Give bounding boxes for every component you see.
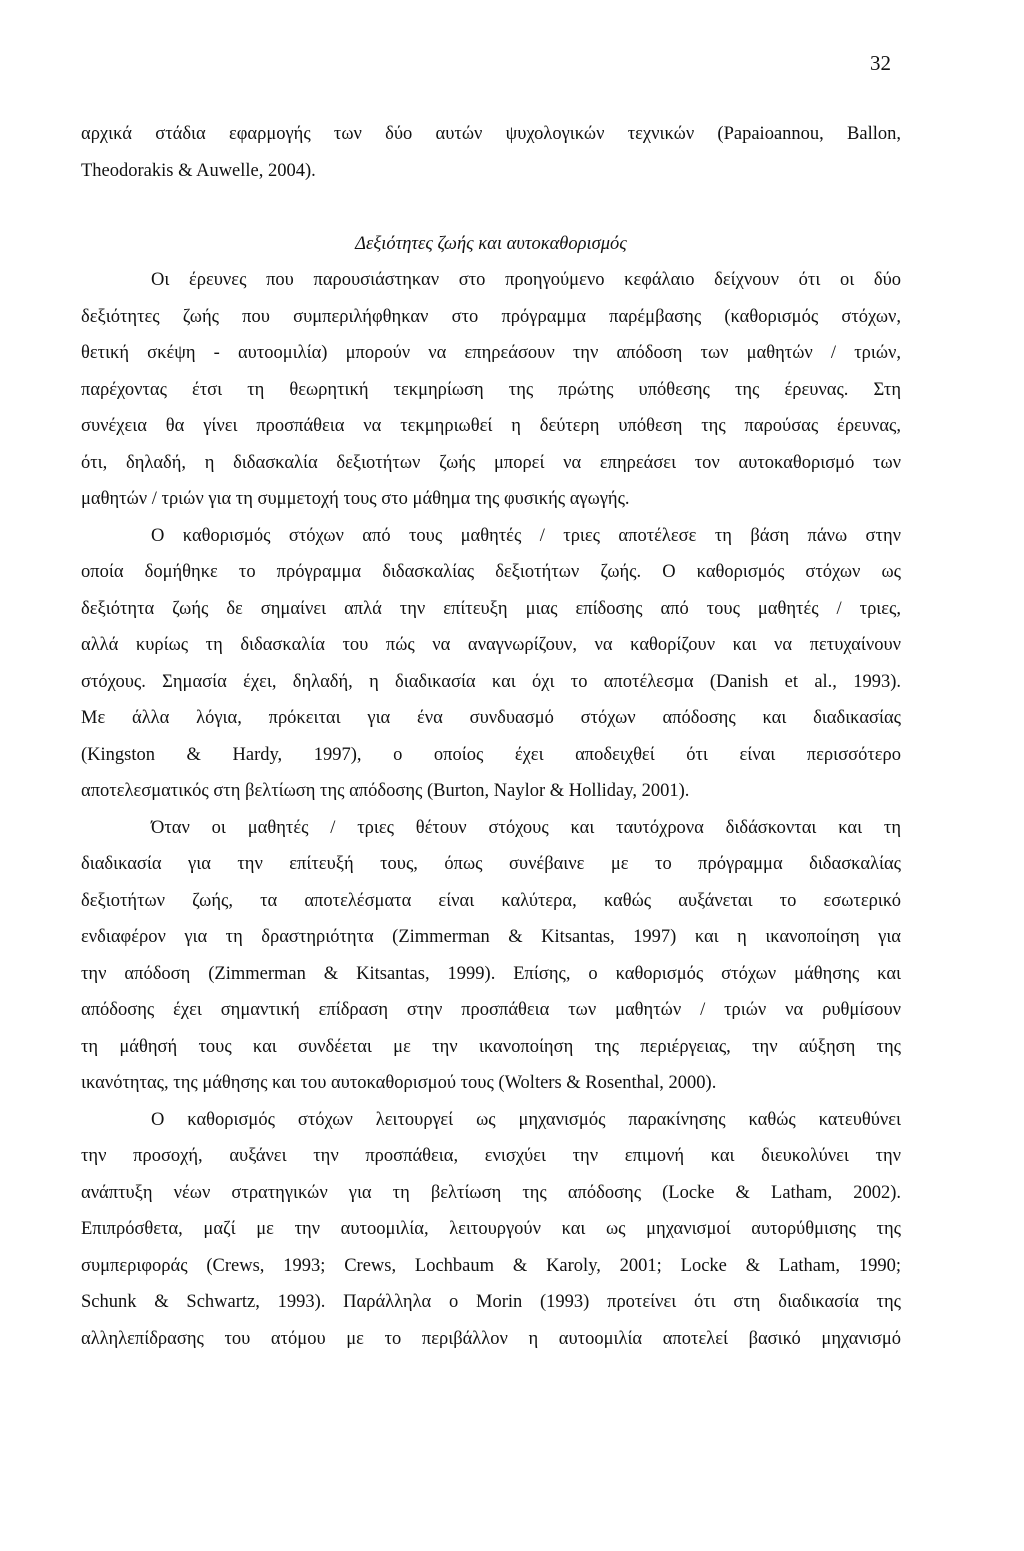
text-line: οποία δομήθηκε το πρόγραμμα διδασκαλίας δεξιοτήτων ζωής. Ο καθορισμός στόχων ως	[81, 562, 901, 582]
text-line: την προσοχή, αυξάνει την προσπάθεια, ενισχύει την επιμονή και διευκολύνει την	[81, 1146, 901, 1166]
text-line: Όταν οι μαθητές / τριες θέτουν στόχους και ταυτόχρονα διδάσκονται και τη	[151, 817, 901, 838]
text-line: μαθητών / τριών για τη συμμετοχή τους στο μάθημα της φυσικής αγωγής.	[81, 489, 630, 509]
text-line: διαδικασία για την επίτευξή τους, όπως συνέβαινε με το πρόγραμμα διδασκαλίας	[81, 854, 901, 874]
text-line: δεξιότητα ζωής δε σημαίνει απλά την επίτευξη μιας επίδοσης από τους μαθητές / τριες,	[81, 598, 901, 619]
text-line: αλλά κυρίως τη διδασκαλία του πώς να αναγνωρίζουν, να καθορίζουν και να πετυχαίνουν	[81, 635, 901, 655]
text-line: συνέχεια θα γίνει προσπάθεια να τεκμηριωθεί η δεύτερη υπόθεση της παρούσας έρευνας,	[81, 416, 901, 436]
text-line: αρχικά στάδια εφαρμογής των δύο αυτών ψυχολογικών τεχνικών (Papaioannou, Ballon,	[81, 124, 901, 144]
text-line: Ο καθορισμός στόχων λειτουργεί ως μηχανισμός παρακίνησης καθώς κατευθύνει	[151, 1109, 901, 1130]
section-heading: Δεξιότητες ζωής και αυτοκαθορισμός	[355, 233, 627, 254]
page-number: 32	[870, 51, 891, 75]
text-line: δεξιότητες ζωής που συμπεριλήφθηκαν στο πρόγραμμα παρέμβασης (καθορισμός στόχων,	[81, 306, 901, 327]
text-line: αλληλεπίδρασης του ατόμου με το περιβάλλον η αυτοομιλία αποτελεί βασικό μηχανισμό	[81, 1328, 901, 1349]
text-line: Ο καθορισμός στόχων από τους μαθητές / τριες αποτέλεσε τη βάση πάνω στην	[151, 525, 901, 546]
text-line: Επιπρόσθετα, μαζί με την αυτοομιλία, λειτουργούν και ως μηχανισμοί αυτορύθμισης της	[81, 1219, 901, 1239]
text-line: θετική σκέψη - αυτοομιλία) μπορούν να επηρεάσουν την απόδοση των μαθητών / τριών,	[81, 343, 901, 363]
text-line: δεξιοτήτων ζωής, τα αποτελέσματα είναι καλύτερα, καθώς αυξάνεται το εσωτερικό	[81, 890, 901, 911]
body-text	[81, 116, 901, 1357]
text-line: Schunk & Schwartz, 1993). Παράλληλα ο Morin (1993) προτείνει ότι στη διαδικασία της	[81, 1292, 901, 1312]
text-line: τη μάθησή τους και συνδέεται με την ικανοποίηση της περιέργειας, την αύξηση της	[81, 1036, 901, 1057]
text-line: Με άλλα λόγια, πρόκειται για ένα συνδυασμό στόχων απόδοσης και διαδικασίας	[81, 708, 901, 728]
text-line: ανάπτυξη νέων στρατηγικών για τη βελτίωση της απόδοσης (Locke & Latham, 2002).	[81, 1182, 901, 1203]
text-line: Theodorakis & Auwelle, 2004).	[81, 160, 316, 181]
text-line: ότι, δηλαδή, η διδασκαλία δεξιοτήτων ζωής μπορεί να επηρεάσει τον αυτοκαθορισμό των	[81, 452, 901, 473]
text-line: ικανότητας, της μάθησης και του αυτοκαθορισμού τους (Wolters & Rosenthal, 2000).	[81, 1073, 717, 1093]
text-line: συμπεριφοράς (Crews, 1993; Crews, Lochbaum & Karoly, 2001; Locke & Latham, 1990;	[81, 1255, 901, 1276]
text-line: Οι έρευνες που παρουσιάστηκαν στο προηγούμενο κεφάλαιο δείχνουν ότι οι δύο	[151, 270, 901, 290]
text-line: ενδιαφέρον για τη δραστηριότητα (Zimmerman & Kitsantas, 1997) και η ικανοποίηση για	[81, 927, 901, 947]
text-line: απόδοσης έχει σημαντική επίδραση στην προσπάθεια των μαθητών / τριών να ρυθμίσουν	[81, 1000, 901, 1020]
text-line: αποτελεσματικός στη βελτίωση της απόδοσης (Burton, Naylor & Holliday, 2001).	[81, 781, 690, 801]
text-line: στόχους. Σημασία έχει, δηλαδή, η διαδικασία και όχι το αποτέλεσμα (Danish et al., 1993).	[81, 671, 901, 692]
text-line: (Kingston & Hardy, 1997), ο οποίος έχει αποδειχθεί ότι είναι περισσότερο	[81, 744, 901, 765]
text-line: παρέχοντας έτσι τη θεωρητική τεκμηρίωση της πρώτης υπόθεσης της έρευνας. Στη	[81, 379, 901, 400]
text-line: την απόδοση (Zimmerman & Kitsantas, 1999). Επίσης, ο καθορισμός στόχων μάθησης και	[81, 963, 901, 984]
